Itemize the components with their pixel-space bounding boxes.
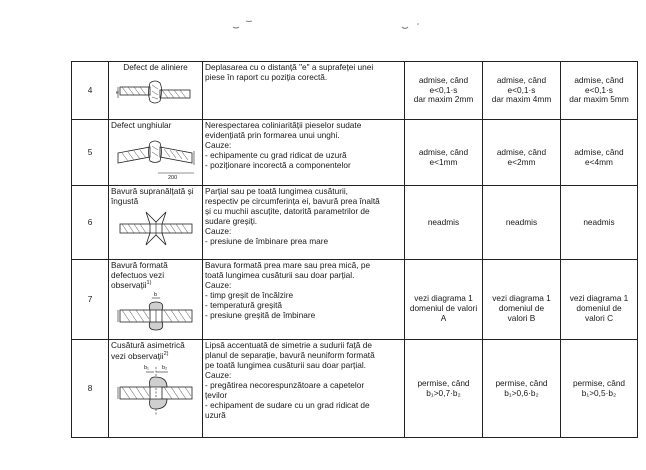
row-number: 7 xyxy=(72,260,109,340)
level-c-cell: admise, când e<0,1·s dar maxim 5mm xyxy=(561,62,638,120)
table-row xyxy=(72,260,638,340)
level-c-cell: neadmis xyxy=(561,186,638,260)
b1-label: b₁ xyxy=(143,365,149,372)
width-label: b xyxy=(153,292,157,299)
scan-specks xyxy=(0,0,646,60)
length-label: 200 xyxy=(167,174,177,181)
high-bead-sketch xyxy=(116,208,196,248)
defect-name: Bavură supranălțată și îngustă xyxy=(111,186,194,206)
asymmetric-seam-sketch xyxy=(116,363,196,419)
row-number: 4 xyxy=(72,62,109,120)
level-b-cell: permise, când b₁>0,6·b₂ xyxy=(483,340,561,438)
defect-description: Deplasarea cu o distanță "e" a suprafeței unei piese în raport cu poziția corectă. xyxy=(203,62,405,120)
table-row xyxy=(72,62,638,120)
svg-text:e: e xyxy=(115,89,119,96)
b2-label: b₂ xyxy=(161,365,167,372)
level-b-cell: vezi diagrama 1 domeniul de valori B xyxy=(483,260,561,340)
defect-name-cell xyxy=(109,340,203,438)
level-a-cell: vezi diagrama 1 domeniul de valori A xyxy=(405,260,483,340)
level-a-cell: permise, când b₁>0,7·b₂ xyxy=(405,340,483,438)
weld-defects-table xyxy=(71,61,638,438)
row-number: 6 xyxy=(72,186,109,260)
table-row xyxy=(72,340,638,438)
defect-description: Nerespectarea coliniarității pieselor sudate evidențiată prin formarea unui unghi. Cauze: - echipamente cu grad ridicat de uzură - poziționare incorectă a componentelor xyxy=(203,120,405,186)
table-row xyxy=(72,186,638,260)
defect-name: Bavură formată defectuos vezi observații$^{1)}$ xyxy=(111,260,168,290)
level-b-cell: neadmis xyxy=(483,186,561,260)
level-c-cell: admise, când e<4mm xyxy=(561,120,638,186)
defect-name: Defect de aliniere xyxy=(123,62,188,72)
row-number: 5 xyxy=(72,120,109,186)
angular-defect-sketch xyxy=(114,133,198,181)
defect-description: Lipsă accentuată de simetrie a sudurii față de planul de separație, bavură neuniform formată pe toată lungimea cusăturii sau doar parțial. Cauze: - pregătirea necorespunzătoare a capetelor țevilor - echipament de sudare cu un grad ridicat de uzură xyxy=(203,340,405,438)
defect-name-cell xyxy=(109,120,203,186)
defect-name-cell xyxy=(109,62,203,120)
defect-description: Parțial sau pe toată lungimea cusăturii, respectiv pe circumferința ei, bavură prea înaltă și cu muchii ascuțite, datorită parametrilor de sudare greșiți. Cauze: - presiune de îmbinare prea mare xyxy=(203,186,405,260)
row-number: 8 xyxy=(72,340,109,438)
level-b-cell: admise, când e<0,1·s dar maxim 4mm xyxy=(483,62,561,120)
level-b-cell: admise, când e<2mm xyxy=(483,120,561,186)
defect-name: Defect unghiular xyxy=(111,120,172,130)
defect-name: Cusătură asimetrică vezi observații$^{2)}$ xyxy=(111,340,185,361)
bead-shape-sketch xyxy=(116,292,196,338)
level-a-cell: admise, când e<1mm xyxy=(405,120,483,186)
level-c-cell: vezi diagrama 1 domeniul de valori C xyxy=(561,260,638,340)
misalignment-sketch xyxy=(116,75,196,111)
level-c-cell: permise, când b₁>0,5·b₂ xyxy=(561,340,638,438)
defect-name-cell xyxy=(109,186,203,260)
defect-name-cell xyxy=(109,260,203,340)
level-a-cell: admise, când e<0,1·s dar maxim 2mm xyxy=(405,62,483,120)
table-row xyxy=(72,120,638,186)
defect-description: Bavura formată prea mare sau prea mică, pe toată lungimea cusăturii sau doar parțial. Cauze: - timp greșit de încălzire - temperatură greșită - presiune greșită de îmbinare xyxy=(203,260,405,340)
level-a-cell: neadmis xyxy=(405,186,483,260)
